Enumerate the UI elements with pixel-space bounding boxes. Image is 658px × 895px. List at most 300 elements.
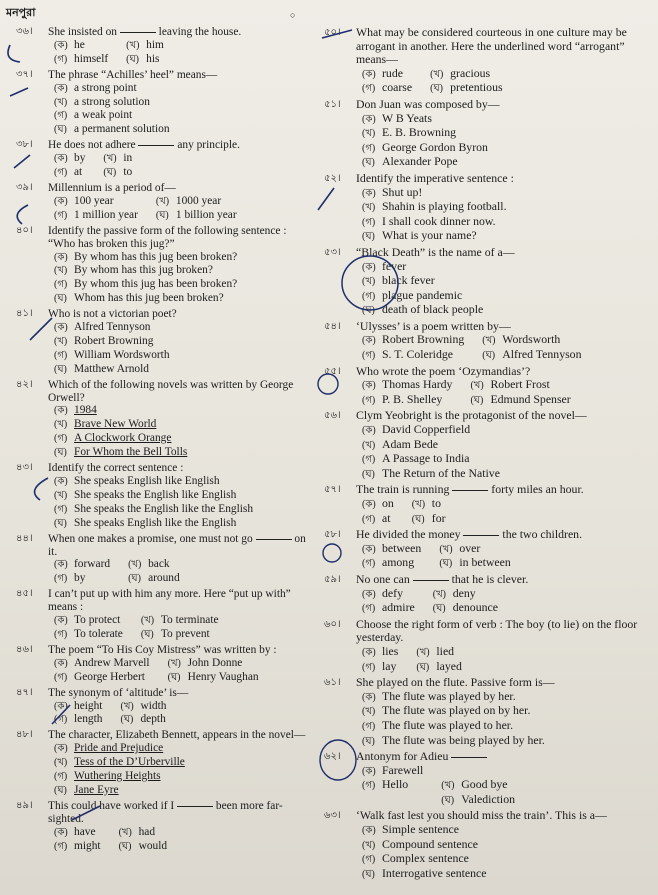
answer-option [54, 628, 123, 642]
answer-option [433, 601, 498, 616]
option-text: 1 billion year [175, 208, 237, 221]
option-label: (খ) [411, 499, 426, 510]
option-label: (খ) [362, 439, 376, 451]
question-stem: Who wrote the poem ‘Ozymandias’? [356, 363, 531, 378]
options-group [48, 404, 309, 460]
option-text: for [431, 510, 446, 525]
answer-option [54, 363, 170, 377]
question-item [312, 98, 656, 170]
option-text: Edmund Spenser [490, 391, 571, 406]
option-text: She speaks the English like the English [74, 502, 254, 515]
option-label: (ঘ) [411, 513, 425, 525]
option-label: (খ) [362, 202, 376, 214]
answer-option [54, 657, 150, 671]
question-item [4, 308, 309, 377]
option-text: She speaks the English like English [74, 488, 237, 501]
question-item [312, 618, 656, 674]
option-label: (ঘ) [54, 293, 67, 305]
answer-option [362, 764, 423, 779]
option-text: By whom has this jug been broken? [74, 250, 238, 263]
answer-option [362, 497, 394, 512]
answer-option [362, 215, 507, 230]
option-text: Interrogative sentence [382, 865, 487, 880]
answer-option [168, 671, 259, 685]
option-label: (ঘ) [54, 124, 67, 136]
answer-option [362, 734, 545, 749]
question-item [312, 483, 656, 526]
option-label: (ক) [362, 380, 376, 392]
question-number: ৪৭। [16, 686, 33, 698]
answer-option [362, 601, 415, 616]
options-group [48, 321, 309, 377]
option-label: (খ) [416, 646, 430, 658]
option-label: (গ) [362, 142, 376, 154]
options-group [356, 764, 656, 808]
option-text: By whom has this jug broken? [74, 264, 213, 277]
option-text: black fever [382, 273, 435, 288]
option-label: (গ) [362, 854, 376, 866]
answer-option [362, 542, 421, 557]
option-text: Robert Frost [490, 377, 550, 392]
question-item [312, 528, 656, 571]
option-label: (ক) [54, 476, 68, 487]
question-stem: ‘Walk fast lest you should miss the train’. This is a— [356, 808, 607, 823]
option-label: (গ) [54, 771, 68, 783]
answer-option [119, 840, 167, 854]
question-number: ৪৫। [16, 588, 33, 600]
option-text: The flute was played to her. [382, 717, 514, 732]
answer-option [362, 852, 486, 867]
option-text: Good bye [461, 777, 508, 792]
question-item [4, 379, 309, 460]
question-number: ৩৮। [16, 139, 33, 151]
option-text: Brave New World [74, 418, 157, 431]
answer-option [120, 700, 166, 714]
option-text: Robert Browning [382, 332, 465, 347]
answer-option [362, 141, 488, 156]
question-stem: No one can that he is clever. [356, 571, 529, 586]
option-label: (খ) [54, 419, 68, 431]
answer-option [54, 700, 102, 714]
answer-option [54, 152, 85, 166]
option-label: (ঘ) [167, 671, 181, 683]
option-label: (গ) [362, 216, 376, 228]
answer-option [430, 67, 502, 82]
option-label: (খ) [54, 757, 68, 769]
option-label: (গ) [54, 503, 68, 515]
options-group [48, 195, 309, 223]
option-text: To prevent [160, 627, 210, 640]
answer-option [362, 186, 507, 201]
option-text: over [459, 540, 481, 555]
option-text: by [74, 572, 86, 585]
question-item [4, 462, 309, 531]
answer-option [362, 303, 483, 318]
question-item [312, 809, 656, 881]
question-item [4, 139, 309, 180]
options-group [48, 742, 309, 798]
question-number: ৫৪। [324, 320, 341, 332]
option-text: Shut up! [382, 184, 423, 199]
option-text: might [74, 839, 101, 852]
answer-option [362, 778, 423, 793]
question-number: ৫৯। [324, 573, 341, 585]
options-group [48, 475, 309, 531]
question-item [4, 729, 309, 798]
question-number: ৫৩। [324, 246, 341, 258]
question-item [4, 26, 309, 67]
question-item [312, 246, 656, 318]
option-label: (খ) [140, 615, 155, 627]
answer-option [54, 264, 237, 278]
option-text: denounce [452, 600, 498, 615]
option-text: Tess of the D’Urberville [74, 756, 185, 769]
option-text: 1 million year [74, 208, 138, 221]
option-label: (গ) [362, 513, 376, 525]
answer-option [362, 838, 486, 853]
answer-option [416, 660, 462, 675]
options-group [356, 378, 656, 407]
option-label: (খ) [362, 839, 376, 851]
option-text: lay [382, 658, 397, 673]
answer-option [416, 645, 462, 660]
answer-option [54, 446, 187, 460]
option-text: width [140, 699, 167, 712]
question-number: ৪৬। [16, 643, 33, 655]
option-text: 1984 [74, 404, 97, 417]
option-label: (ঘ) [362, 305, 375, 317]
option-label: (ঘ) [430, 83, 443, 95]
answer-option [54, 209, 138, 223]
question-number: ৩৯। [16, 181, 33, 193]
option-label: (ঘ) [118, 840, 132, 852]
option-label: (গ) [54, 279, 68, 291]
answer-option [54, 826, 101, 840]
answer-option [362, 704, 545, 719]
answer-option [54, 404, 187, 418]
option-text: by [74, 152, 86, 165]
question-item [4, 225, 309, 306]
answer-option [54, 713, 102, 727]
option-text: around [148, 572, 180, 585]
option-text: in [123, 152, 133, 165]
question-number: ৬১। [324, 677, 341, 689]
answer-option [362, 229, 507, 244]
option-label: (গ) [362, 558, 376, 570]
option-text: Simple sentence [382, 822, 459, 837]
option-label: (ক) [54, 39, 68, 51]
question-number: ৬৩। [324, 810, 341, 822]
answer-option [362, 423, 500, 438]
option-label: (খ) [362, 276, 376, 288]
option-text: George Gordon Byron [382, 139, 488, 154]
option-label: (ঘ) [103, 167, 117, 179]
option-label: (ঘ) [128, 573, 141, 585]
left-column [4, 26, 309, 855]
answer-option [54, 349, 170, 363]
question-stem: Clym Yeobright is the protagonist of the novel— [356, 408, 587, 423]
question-item [312, 26, 656, 96]
option-text: The flute was played by her. [382, 688, 516, 703]
option-label: (ক) [362, 765, 376, 777]
question-item [312, 172, 656, 244]
question-item [4, 69, 309, 138]
answer-option [362, 645, 398, 660]
option-text: at [74, 166, 83, 179]
answer-option [168, 657, 259, 671]
answer-option [156, 209, 237, 223]
option-text: Adam Bede [382, 436, 439, 451]
option-label: (ঘ) [362, 735, 375, 747]
option-text: death of black people [382, 302, 484, 317]
answer-option [362, 719, 545, 734]
question-stem: Identify the imperative sentence : [356, 170, 514, 185]
option-text: he [74, 38, 85, 51]
option-label: (ক) [362, 261, 376, 273]
option-label: (ঘ) [441, 794, 455, 806]
options-group [48, 826, 309, 854]
question-number: ৪০। [16, 224, 33, 236]
option-label: (ক) [362, 113, 376, 125]
answer-option [362, 260, 483, 275]
answer-option [439, 542, 510, 557]
answer-option [54, 278, 237, 292]
answer-option [103, 166, 132, 180]
option-label: (ক) [54, 195, 68, 207]
answer-option [362, 512, 394, 527]
answer-option [54, 109, 170, 123]
option-text: had [138, 825, 156, 838]
option-text: in between [459, 555, 511, 570]
answer-option [362, 112, 488, 127]
option-label: (গ) [362, 454, 376, 466]
option-text: Wuthering Heights [74, 770, 161, 783]
option-label: (ক) [362, 646, 376, 658]
question-item [312, 409, 656, 481]
question-number: ৫৬। [324, 410, 341, 422]
options-group [356, 690, 656, 748]
question-number: ৬২। [324, 751, 341, 763]
right-column [312, 26, 656, 883]
option-text: She speaks English like English [74, 475, 220, 487]
options-group [48, 39, 309, 67]
options-group [48, 152, 309, 180]
question-stem: I can’t put up with him any more. Here “put up with” means : [48, 588, 291, 614]
option-text: lied [436, 643, 455, 658]
option-text: rude [382, 65, 403, 80]
option-label: (গ) [54, 573, 68, 585]
option-label: (গ) [362, 661, 376, 673]
option-text: To tolerate [74, 627, 123, 640]
option-text: Whom has this jug been broken? [74, 292, 224, 305]
answer-option [54, 503, 253, 517]
option-text: Alfred Tennyson [502, 347, 582, 362]
question-number: ৫৫। [324, 365, 341, 377]
option-text: I shall cook dinner now. [382, 213, 496, 228]
option-label: (গ) [362, 780, 376, 792]
answer-option [362, 274, 483, 289]
answer-option [362, 289, 483, 304]
option-text: The flute was being played by her. [382, 732, 545, 747]
options-group [48, 251, 309, 307]
option-label: (খ) [128, 559, 142, 571]
option-label: (ঘ) [362, 231, 375, 243]
option-text: Andrew Marvell [74, 656, 150, 669]
question-stem: Antonym for Adieu [356, 750, 656, 764]
question-stem: The phrase “Achilles’ heel” means— [48, 68, 218, 81]
answer-option [441, 764, 515, 779]
question-item [312, 750, 656, 807]
answer-option [54, 614, 123, 628]
answer-option [54, 671, 150, 685]
answer-option [103, 152, 132, 166]
answer-option [412, 497, 446, 512]
option-text: For Whom the Bell Tolls [74, 446, 188, 459]
question-stem: This could have worked if I been more far-sighted. [48, 799, 283, 825]
answer-option [54, 742, 185, 756]
options-group [356, 823, 656, 881]
question-item [312, 676, 656, 748]
option-label: (গ) [54, 167, 68, 179]
question-item [312, 365, 656, 408]
answer-option [54, 770, 185, 784]
question-stem: The character, Elizabeth Bennett, appears in the novel— [48, 729, 306, 742]
answer-option [54, 96, 170, 110]
answer-option [156, 195, 237, 209]
option-text: Compound sentence [382, 836, 478, 851]
option-label: (ঘ) [54, 447, 67, 459]
option-text: pretentious [450, 80, 503, 95]
answer-option [362, 200, 507, 215]
option-text: have [74, 825, 96, 838]
option-label: (খ) [432, 588, 446, 600]
option-text: Henry Vaughan [187, 670, 259, 683]
option-label: (ক) [362, 425, 376, 437]
option-text: between [382, 540, 422, 555]
answer-option [54, 840, 101, 854]
options-group [356, 186, 656, 244]
option-text: among [382, 555, 415, 570]
answer-option [362, 438, 500, 453]
question-stem: She played on the flute. Passive form is— [356, 675, 555, 690]
answer-option [54, 475, 253, 489]
question-number: ৬০। [324, 618, 341, 630]
option-text: To terminate [160, 614, 219, 627]
answer-option [362, 452, 500, 467]
answer-option [362, 393, 452, 408]
option-text: To protect [74, 614, 121, 627]
option-label: (খ) [470, 380, 484, 392]
question-number: ৫২। [324, 172, 341, 184]
answer-option [54, 335, 170, 349]
options-group [356, 260, 656, 318]
question-stem: The synonym of ‘altitude’ is— [48, 686, 189, 699]
question-stem: He does not adhere any principle. [48, 139, 240, 152]
question-number: ৩৬। [16, 26, 33, 37]
answer-option [362, 126, 488, 141]
option-label: (গ) [54, 671, 68, 683]
option-label: (ঘ) [439, 558, 453, 570]
option-text: lies [382, 643, 399, 658]
option-text: a weak point [74, 109, 133, 122]
option-text: S. T. Coleridge [382, 347, 453, 362]
option-label: (গ) [54, 714, 68, 726]
question-number: ৪৯। [16, 799, 33, 811]
option-text: P. B. Shelley [382, 391, 443, 406]
answer-option [362, 556, 421, 571]
option-text: Complex sentence [382, 851, 469, 866]
question-stem: “Black Death” is the name of a— [356, 244, 515, 259]
option-text: to [431, 496, 441, 510]
option-text: forward [74, 558, 111, 571]
option-text: a strong solution [74, 95, 150, 108]
option-text: David Copperfield [382, 422, 471, 437]
option-text: A Passage to India [382, 451, 470, 466]
option-text: Valediction [461, 791, 516, 806]
option-label: (গ) [362, 290, 376, 302]
answer-option [128, 572, 180, 586]
option-text: Robert Browning [74, 334, 154, 347]
option-text: George Herbert [74, 670, 145, 683]
option-label: (ক) [54, 826, 68, 838]
options-group [356, 645, 656, 674]
options-group [356, 112, 656, 170]
answer-option [362, 467, 500, 482]
answer-option [362, 587, 415, 602]
option-label: (ঘ) [416, 661, 430, 673]
option-label: (ক) [54, 615, 68, 627]
option-text: 1000 year [175, 194, 222, 207]
option-label: (ঘ) [470, 394, 484, 406]
answer-option [412, 512, 446, 527]
option-label: (গ) [54, 53, 68, 65]
option-label: (ঘ) [362, 157, 375, 169]
option-text: admire [382, 600, 415, 615]
option-text: Alexander Pope [382, 154, 458, 169]
question-item [312, 573, 656, 616]
question-stem: ‘Ulysses’ is a poem written by— [356, 318, 511, 333]
answer-option [141, 628, 219, 642]
page-header: মনপুরা [6, 7, 36, 19]
option-text: John Donne [187, 656, 243, 669]
question-item [4, 800, 309, 854]
option-label: (ঘ) [54, 784, 67, 796]
option-label: (গ) [362, 350, 376, 362]
option-label: (ঘ) [54, 517, 67, 529]
option-label: (ক) [362, 825, 376, 837]
option-text: What is your name? [382, 228, 477, 243]
options-group [356, 497, 656, 526]
question-stem: Don Juan was composed by— [356, 96, 500, 111]
option-label: (গ) [54, 110, 68, 122]
option-label: (ঘ) [120, 714, 134, 726]
option-label: (ক) [362, 499, 376, 510]
answer-option [54, 292, 237, 306]
question-item [4, 687, 309, 728]
option-label: (খ) [362, 128, 376, 140]
options-group [48, 558, 309, 586]
option-label: (খ) [103, 153, 117, 165]
answer-option [362, 867, 486, 882]
answer-option [54, 489, 253, 503]
option-text: Shahin is playing football. [382, 199, 507, 214]
option-text: length [74, 713, 103, 726]
question-number: ৩৭। [16, 68, 33, 80]
question-number: ৫১। [324, 98, 341, 110]
answer-option [54, 321, 170, 335]
question-stem: Which of the following novels was written by George Orwell? [48, 378, 294, 404]
option-label: (ক) [54, 405, 68, 417]
